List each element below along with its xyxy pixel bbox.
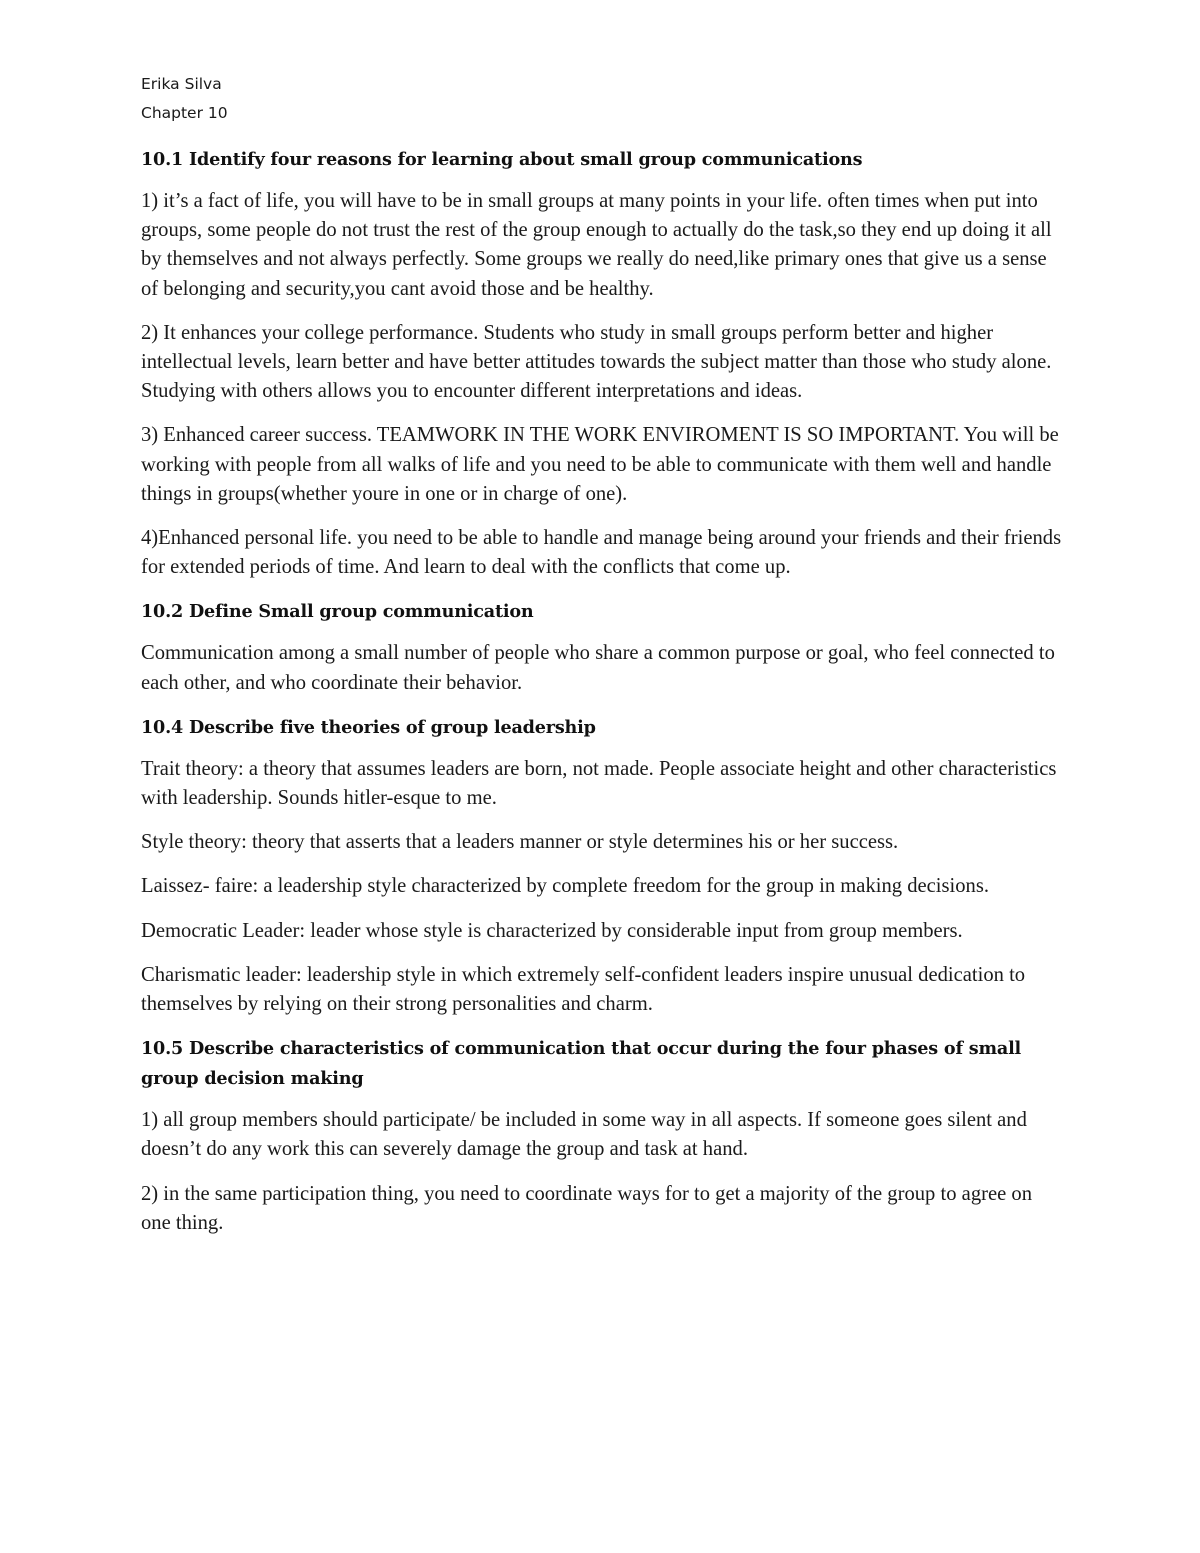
paragraph: Style theory: theory that asserts that a leaders manner or style determines his or her success. [141,831,899,854]
section-10-5 [141,1034,1066,1238]
section-10-4 [141,713,1066,1019]
section-heading: 10.2 Define Small group communication [141,601,534,623]
paragraph: 4)Enhanced personal life. you need to be able to handle and manage being around your friends and their friends for extended periods of time. And learn to deal with the conflicts that come up. [141,527,1062,579]
paragraph: Laissez- faire: a leadership style characterized by complete freedom for the group in making decisions. [141,875,990,898]
section-heading: 10.1 Identify four reasons for learning about small group communications [141,149,863,170]
paragraph: 1) it’s a fact of life, you will have to be in small groups at many points in your life. often times when put into groups, some people do not trust the rest of the group enough to actually do the task,so they end up doing it all by themselves and not always perfectly. Some groups we really do need,like primary ones that give us a sense of belonging and security,you cant avoid those and be healthy. [141,190,1052,300]
paragraph: 1) all group members should participate/ be included in some way in all aspects. If someone goes silent and doesn’t do any work this can severely damage the group and task at hand. [141,1109,1027,1161]
document-header [141,70,1066,128]
section-heading: 10.5 Describe characteristics of communication that occur during the four phases of small group decision making [141,1038,1022,1090]
paragraph: 2) in the same participation thing, you need to coordinate ways for to get a majority of the group to agree on one thing. [141,1182,1032,1234]
section-10-2 [141,597,1066,697]
document-body [141,70,1066,1253]
paragraph: 3) Enhanced career success. TEAMWORK IN THE WORK ENVIROMENT IS SO IMPORTANT. You will be working with people from all walks of life and you need to be able to communicate with them well and handle things in groups(whether youre in one or in charge of one). [141,424,1059,505]
paragraph: 2) It enhances your college performance. Students who study in small groups perform better and higher intellectual levels, learn better and have better attitudes towards the subject matter than those who study alone. Studying with others allows you to encounter different interpretations and ideas. [141,321,1052,403]
paragraph: Trait theory: a theory that assumes leaders are born, not made. People associate height and other characteristics with leadership. Sounds hitler-esque to me. [141,757,1057,810]
paragraph: Democratic Leader: leader whose style is characterized by considerable input from group members. [141,919,963,942]
paragraph: Communication among a small number of people who share a common purpose or goal, who feel connected to each other, and who coordinate their behavior. [141,642,1055,694]
section-heading: 10.4 Describe five theories of group leadership [141,716,596,738]
author-name: Erika Silva [141,75,222,93]
paragraph: Charismatic leader: leadership style in which extremely self-confident leaders inspire unusual dedication to themselves by relying on their strong personalities and charm. [141,963,1026,1016]
section-10-1 [141,145,1066,582]
chapter-label: Chapter 10 [141,104,228,122]
